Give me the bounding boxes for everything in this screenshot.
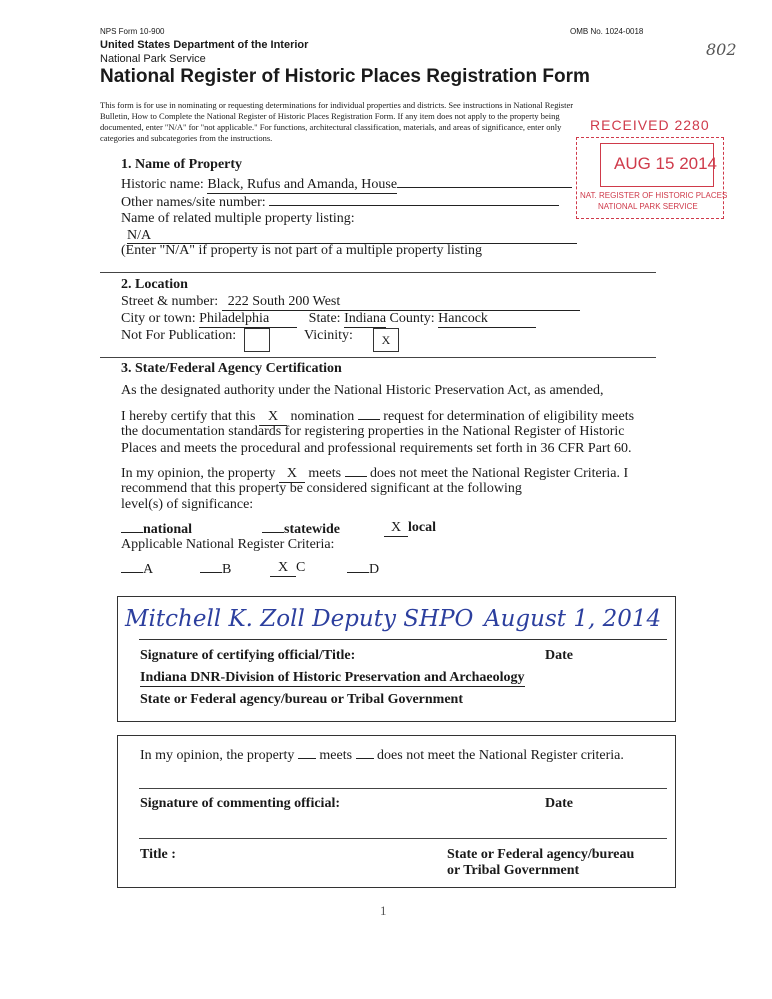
certifying-agency-label: State or Federal agency/bureau or Tribal Government xyxy=(140,692,464,707)
date-handwritten: August 1, 2014 xyxy=(484,606,662,632)
margin-note: 802 xyxy=(706,40,737,59)
other-names-row xyxy=(121,193,559,211)
request-blank xyxy=(358,407,380,420)
section-divider xyxy=(100,272,656,273)
state-value: Indiana xyxy=(344,311,387,326)
vicinity-checkbox[interactable]: X xyxy=(373,328,399,352)
meets-mark: X xyxy=(279,467,305,483)
criterion-b-blank xyxy=(200,560,222,573)
form-title: National Register of Historic Places Registration Form xyxy=(100,66,590,87)
not-for-publication-label: Not For Publication: xyxy=(121,328,237,343)
street-label: Street & number: xyxy=(121,294,219,309)
certifying-signature-label: Signature of certifying official/Title: xyxy=(140,648,356,663)
meets-label: meets xyxy=(308,466,342,481)
not-for-publication-checkbox[interactable] xyxy=(244,328,270,352)
statewide-label: statewide xyxy=(284,522,340,537)
received-stamp-text: RECEIVED 2280 xyxy=(590,117,710,133)
department: United States Department of the Interior xyxy=(100,39,309,51)
vicinity-label: Vicinity: xyxy=(304,328,353,343)
historic-name-label: Historic name: xyxy=(121,177,204,192)
state-label: State: xyxy=(308,311,341,326)
other-names-field xyxy=(269,193,559,206)
criterion-c-label: C xyxy=(296,560,306,575)
instructions-line: documented, enter "N/A" for "not applicable." For functions, architectural classification, materials, and areas of significance, enter only xyxy=(100,122,562,132)
statewide-blank xyxy=(262,520,284,533)
local-mark: X xyxy=(384,521,408,537)
instructions-line: This form is for use in nominating or requesting determinations for individual properties and districts. See instructions in National Register xyxy=(100,100,574,110)
instructions xyxy=(100,100,573,144)
criterion-b-label: B xyxy=(222,562,232,577)
criterion-d xyxy=(347,560,379,578)
signature-line xyxy=(139,639,667,640)
other-names-label: Other names/site number: xyxy=(121,195,266,210)
agency-value-text: Indiana DNR-Division of Historic Preservation and Archaeology xyxy=(140,670,525,685)
street-value: 222 South 200 West xyxy=(222,295,580,311)
certifying-date-label: Date xyxy=(545,648,573,663)
stamp-line-2: NATIONAL PARK SERVICE xyxy=(598,202,698,211)
instructions-line: Bulletin, How to Complete the National Register of Historic Places Registration Form. If any item does not apply to the property being xyxy=(100,111,560,121)
national-option xyxy=(121,520,192,538)
commenting-does-not-meet-blank xyxy=(356,746,374,759)
signature-handwritten: Mitchell K. Zoll Deputy SHPO xyxy=(125,606,474,632)
local-option xyxy=(384,520,436,537)
service: National Park Service xyxy=(100,53,206,65)
county-label: County: xyxy=(389,311,435,326)
criterion-a xyxy=(121,560,153,578)
criterion-c-mark: X xyxy=(270,561,296,577)
historic-name-blank xyxy=(397,175,572,188)
commenting-agency-line-1: State or Federal agency/bureau xyxy=(447,847,635,862)
certify-line-3: Places and meets the procedural and professional requirements set forth in 36 CFR Part 60. xyxy=(121,441,632,456)
does-not-meet-blank xyxy=(345,464,367,477)
form-number: NPS Form 10-900 xyxy=(100,27,165,36)
opinion-row xyxy=(121,464,628,483)
instructions-line: categories and subcategories from the instructions. xyxy=(100,133,273,143)
authority-statement: As the designated authority under the National Historic Preservation Act, as amended, xyxy=(121,383,604,398)
criterion-a-blank xyxy=(121,560,143,573)
does-not-meet-label: does not meet the National Register Criteria. I xyxy=(370,466,629,481)
commenting-title-line xyxy=(139,838,667,839)
section1-note: (Enter "N/A" if property is not part of a multiple property listing xyxy=(121,243,482,258)
criterion-b xyxy=(200,560,231,578)
criteria-label: Applicable National Register Criteria: xyxy=(121,537,335,552)
county-value: Hancock xyxy=(438,312,536,328)
certify-row xyxy=(121,407,634,426)
certify-line-2: the documentation standards for registering properties in the National Register of Historic xyxy=(121,424,625,439)
commenting-meets-label: meets xyxy=(319,748,353,763)
level-line: level(s) of significance: xyxy=(121,497,254,512)
criterion-d-label: D xyxy=(369,562,380,577)
nomination-mark: X xyxy=(259,410,287,426)
criterion-d-blank xyxy=(347,560,369,573)
city-row xyxy=(121,311,536,328)
commenting-signature-label: Signature of commenting official: xyxy=(140,796,340,811)
certifying-agency-value xyxy=(140,670,525,687)
criterion-c xyxy=(270,560,305,577)
national-label: national xyxy=(143,522,193,537)
related-listing-value: N/A xyxy=(127,228,577,244)
commenting-opinion xyxy=(140,746,624,764)
criterion-a-label: A xyxy=(143,562,154,577)
related-listing-label: Name of related multiple property listing: xyxy=(121,211,355,226)
city-value: Philadelphia xyxy=(199,312,297,328)
stamp-line-1: NAT. REGISTER OF HISTORIC PLACES xyxy=(580,191,728,200)
section3-heading: 3. State/Federal Agency Certification xyxy=(121,361,342,376)
local-label: local xyxy=(408,520,436,535)
commenting-date-label: Date xyxy=(545,796,573,811)
section-divider xyxy=(100,357,656,358)
commenting-does-not-meet-label: does not meet the National Register criteria. xyxy=(377,748,624,763)
commenting-signature-line xyxy=(139,788,667,789)
certify-text: I hereby certify that this xyxy=(121,409,256,424)
omb-number: OMB No. 1024-0018 xyxy=(570,27,644,36)
city-label: City or town: xyxy=(121,311,196,326)
statewide-option xyxy=(262,520,340,538)
opinion-text: In my opinion, the property xyxy=(121,466,276,481)
commenting-title-label: Title : xyxy=(140,847,176,862)
stamp-date: AUG 15 2014 xyxy=(614,154,718,173)
street-row xyxy=(121,294,580,311)
national-blank xyxy=(121,520,143,533)
commenting-agency-line-2: or Tribal Government xyxy=(447,863,580,878)
recommend-line: recommend that this property be considered significant at the following xyxy=(121,481,522,496)
commenting-opinion-text: In my opinion, the property xyxy=(140,748,295,763)
historic-name-row xyxy=(121,175,572,194)
page-number: 1 xyxy=(380,903,387,918)
section1-heading: 1. Name of Property xyxy=(121,157,243,172)
historic-name-value: Black, Rufus and Amanda, House xyxy=(207,177,398,192)
request-label: request for determination of eligibility meets xyxy=(383,409,635,424)
section2-heading: 2. Location xyxy=(121,277,188,292)
nomination-label: nomination xyxy=(290,409,355,424)
commenting-meets-blank xyxy=(298,746,316,759)
